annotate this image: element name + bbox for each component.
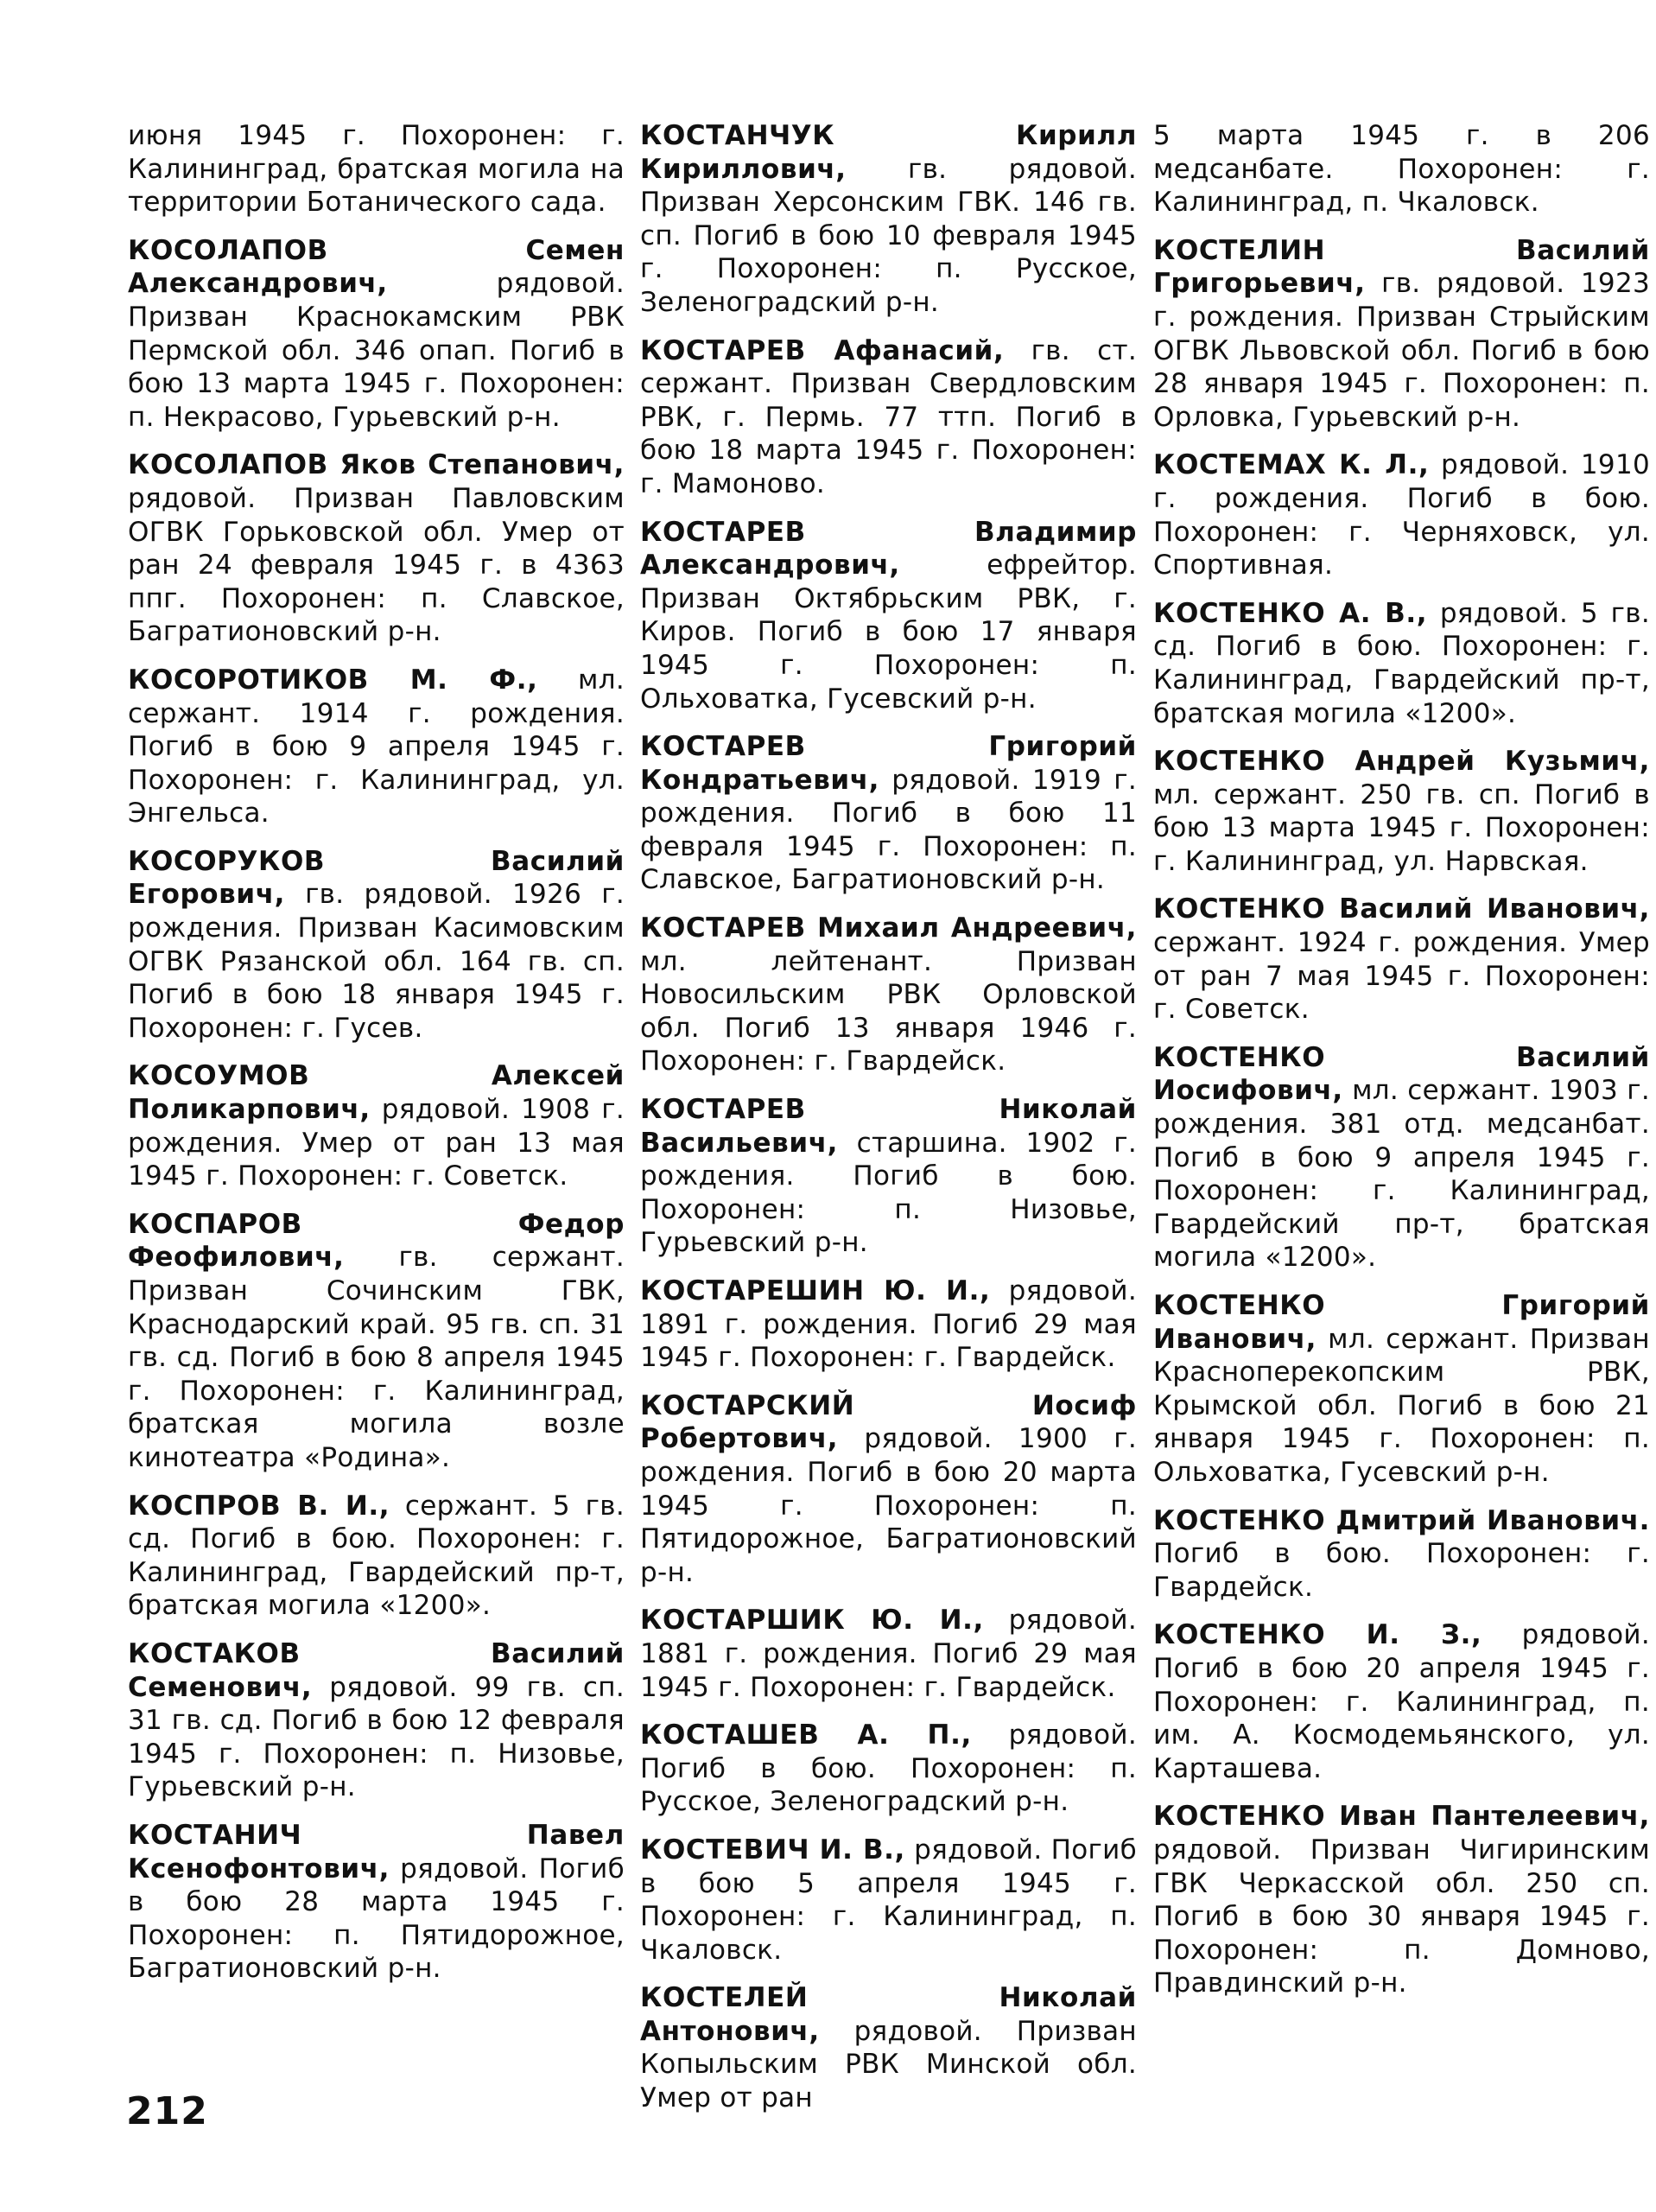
entry-name: КОСТАРЕВ Михаил Андреевич, (640, 912, 1137, 944)
entry-text: рядовой. 1919 г. рождения. Погиб в бою 11 февраля 1945 г. Похоронен: п. Славское, Багратионовский р-н. (640, 764, 1137, 896)
entry-name: КОСТАШЕВ А. П., (640, 1719, 972, 1751)
entry-text: мл. сержант. 250 гв. сп. Погиб в бою 13 марта 1945 г. Похоронен: г. Калининград, ул. Нарвская. (1153, 779, 1650, 877)
entry-name: КОСТЕНКО Василий Иосифович, (1153, 1041, 1650, 1107)
entry (640, 1981, 1137, 2114)
entry-text: рядовой. 1900 г. рождения. Погиб в бою 20 марта 1945 г. Похоронен: п. Пятидорожное, Багратионовский р-н. (640, 1423, 1137, 1588)
entry-name: КОСТАРЕВ Григорий Кондратьевич, (640, 731, 1137, 796)
entry (1153, 1041, 1650, 1274)
entry-name: КОСТАРЕВ Николай Васильевич, (640, 1094, 1137, 1159)
entry-text: рядовой. Призван Чигиринским ГВК Черкасской обл. 250 сп. Погиб в бою 30 января 1945 г. Похоронен: п. Домново, Правдинский р-н. (1153, 1834, 1650, 1999)
entry (128, 1490, 625, 1623)
entry (1153, 745, 1650, 878)
entry-name: КОСТЕВИЧ И. В., (640, 1834, 905, 1866)
entry-name: КОСТАРЕШИН Ю. И., (640, 1275, 991, 1306)
entry-text: рядовой. 1908 г. рождения. Умер от ран 13 мая 1945 г. Похоронен: г. Советск. (128, 1094, 625, 1192)
entry-text: рядовой. Погиб в бою 28 марта 1945 г. Похоронен: п. Пятидорожное, Багратионовский р-н. (128, 1853, 625, 1985)
entry-name: КОСТАРЕВ Афанасий, (640, 334, 1005, 366)
entry-name: КОСТАРШИК Ю. И., (640, 1605, 984, 1637)
entry-name: КОСОРУКОВ Василий Егорович, (128, 845, 625, 911)
entry-name: КОСТЕНКО И. З., (1153, 1619, 1482, 1651)
entry-text: мл. сержант. Призван Краснoперекопским РВК, Крымской обл. Погиб в бою 21 января 1945 г. Похоронен: п. Ольховатка, Гусевский р-н. (1153, 1323, 1650, 1488)
entry-text: старшина. 1902 г. рождения. Погиб в бою. Похоронен: п. Низовье, Гурьевский р-н. (640, 1127, 1137, 1259)
entry-text: мл. сержант. 1903 г. рождения. 381 отд. медсанбат. Погиб в бою 9 апреля 1945 г. Похоронен: г. Калининград, Гвардейский пр-т, братская могила «1200». (1153, 1075, 1650, 1274)
entry-text: рядовой. 5 гв. сд. Погиб в бою. Похоронен: г. Калининград, Гвардейский пр-т, братская могила «1200». (1153, 597, 1650, 729)
entry (640, 1719, 1137, 1819)
entry (640, 1274, 1137, 1375)
entry-text: рядовой. Призван Краснокамским РВК Пермской обл. 346 опап. Погиб в бою 13 марта 1945 г. Похоронен: п. Некрасово, Гурьевский р-н. (128, 268, 625, 433)
entry (1153, 1800, 1650, 2000)
entry-name: КОСТАРСКИЙ Иосиф Робертович, (640, 1389, 1137, 1455)
entry-name: КОСТЕНКО Василий Иванович, (1153, 893, 1650, 925)
entry-text: рядовой. Погиб в бою 20 апреля 1945 г. Похоронен: г. Калининград, п. им. А. Космодемьянского, ул. Карташева. (1153, 1619, 1650, 1784)
entry-text: ефрейтор. Призван Октябрьским РВК, г. Киров. Погиб в бою 17 января 1945 г. Похоронен: п. Ольховатка, Гусевский р-н. (640, 550, 1137, 715)
entry-text: гв. рядовой. Призван Херсонским ГВК. 146 гв. сп. Погиб в бою 10 февраля 1945 г. Похоронен: п. Русское, Зеленоградский р-н. (640, 153, 1137, 318)
entry-name: КОСПРОВ В. И., (128, 1490, 390, 1522)
entry-text: мл. сержант. 1914 г. рождения. Погиб в бою 9 апреля 1945 г. Похоронен: г. Калининград, ул. Энгельса. (128, 664, 625, 830)
entry (1153, 1618, 1650, 1785)
entry-text: гв. ст. сержант. Призван Свердловским РВК, г. Пермь. 77 ттп. Погиб в бою 18 марта 1945 г. Похоронен: г. Мамоново. (640, 334, 1137, 499)
entry-text: рядовой. Призван Павловским ОГВК Горьковской обл. Умер от ран 24 февраля 1945 г. в 4363 ппг. Похоронен: п. Славское, Багратионовский р-н. (128, 482, 625, 648)
entry (640, 119, 1137, 320)
entry-text: гв. сержант. Призван Сочинским ГВК, Краснодарский край. 95 гв. сп. 31 гв. сд. Погиб в бою 8 апреля 1945 г. Похоронен: г. Калининград, братская могила возле кинотеатра «Родина». (128, 1242, 625, 1473)
entry-name: КОСТАНЧУК Кирилл Кириллович, (640, 120, 1137, 185)
entry (1153, 1289, 1650, 1490)
entry-text: рядовой. Призван Копыльским РВК Минской обл. Умер от ран (640, 2015, 1137, 2114)
entry-name: КОСТАНИЧ Павел Ксенофонтович, (128, 1819, 625, 1885)
entry (128, 448, 625, 649)
entry-name: КОСТАКОВ Василий Семенович, (128, 1637, 625, 1703)
entry-text: рядовой. 1881 г. рождения. Погиб 29 мая 1945 г. Похоронен: г. Гвардейск. (640, 1605, 1137, 1703)
entry-name: КОСТЕНКО Дмитрий Иванович. (1153, 1504, 1650, 1536)
entry (1153, 1504, 1650, 1605)
entry (640, 1604, 1137, 1704)
entry (1153, 893, 1650, 1026)
entry (640, 516, 1137, 716)
entry (128, 845, 625, 1046)
entry (640, 912, 1137, 1078)
entry-text: мл. лейтенант. Призван Новосильским РВК Орловской обл. Погиб 13 января 1946 г. Похоронен: г. Гвардейск. (640, 945, 1137, 1077)
entry (1153, 119, 1650, 219)
entry-text: рядовой. 1891 г. рождения. Погиб 29 мая 1945 г. Похоронен: г. Гвардейск. (640, 1275, 1137, 1374)
entry-text: гв. рядовой. 1926 г. рождения. Призван Касимовским ОГВК Рязанской обл. 164 гв. сп. Погиб в бою 18 января 1945 г. Похоронен: г. Гусев. (128, 879, 625, 1044)
entry (128, 1059, 625, 1192)
entry (128, 1208, 625, 1475)
entry-name: КОСОУМОВ Алексей Поликарпович, (128, 1060, 625, 1126)
entry (640, 334, 1137, 501)
text-column-3 (1153, 119, 1650, 2015)
entry-name: КОСТЕМАХ К. Л., (1153, 449, 1430, 481)
entry (640, 1093, 1137, 1260)
entry (1153, 234, 1650, 435)
entry (1153, 448, 1650, 582)
page-number: 212 (126, 2089, 208, 2133)
text-column-2 (640, 119, 1137, 2130)
entry-text: гв. рядовой. 1923 г. рождения. Призван Стрыйским ОГВК Львовской обл. Погиб в бою 28 января 1945 г. Похоронен: п. Орловка, Гурьевский р-н. (1153, 268, 1650, 433)
entry-name: КОСТАРЕВ Владимир Александрович, (640, 516, 1137, 582)
entry (1153, 597, 1650, 730)
entry-text: рядовой. 1910 г. рождения. Погиб в бою. Похоронен: г. Черняховск, ул. Спортивная. (1153, 449, 1650, 582)
entry-text: июня 1945 г. Похоронен: г. Калининград, братская могила на территории Ботанического сада. (128, 120, 625, 219)
entry-name: КОСТЕНКО А. В., (1153, 597, 1428, 629)
entry (128, 1819, 625, 1986)
entry-text: сержант. 5 гв. сд. Погиб в бою. Похоронен: г. Калининград, Гвардейский пр-т, братская могила «1200». (128, 1490, 625, 1622)
entry-text: сержант. 1924 г. рождения. Умер от ран 7 мая 1945 г. Похоронен: г. Советск. (1153, 927, 1650, 1026)
entry (640, 730, 1137, 897)
entry (128, 234, 625, 435)
text-column-1 (128, 119, 625, 2000)
entry-name: КОСТЕНКО Григорий Иванович, (1153, 1290, 1650, 1355)
entry (128, 664, 625, 830)
entry-name: КОСПАРОВ Федор Феофилович, (128, 1208, 625, 1274)
entry-text: рядовой. Погиб в бою 5 апреля 1945 г. Похоронен: г. Калининград, п. Чкаловск. (640, 1834, 1137, 1966)
entry-text: Погиб в бою. Похоронен: г. Гвардейск. (1153, 1538, 1650, 1603)
entry (128, 119, 625, 219)
entry-text: 5 марта 1945 г. в 206 медсанбате. Похоронен: г. Калининград, п. Чкаловск. (1153, 120, 1650, 219)
entry-name: КОСТЕНКО Иван Пантелеевич, (1153, 1801, 1650, 1833)
entry (128, 1637, 625, 1804)
entry-text: рядовой. Погиб в бою. Похоронен: п. Русское, Зеленоградский р-н. (640, 1719, 1137, 1818)
entry-name: КОСТЕЛИН Василий Григорьевич, (1153, 234, 1650, 300)
entry (640, 1389, 1137, 1590)
entry-name: КОСОЛАПОВ Яков Степанович, (128, 449, 625, 481)
entry-name: КОСТЕНКО Андрей Кузьмич, (1153, 746, 1650, 778)
entry-text: рядовой. 99 гв. сп. 31 гв. сд. Погиб в бою 12 февраля 1945 г. Похоронен: п. Низовье, Гурьевский р-н. (128, 1671, 625, 1803)
entry-name: КОСОРОТИКОВ М. Ф., (128, 664, 538, 696)
entry-name: КОСОЛАПОВ Семен Александрович, (128, 234, 625, 300)
entry-name: КОСТЕЛЕЙ Николай Антонович, (640, 1982, 1137, 2047)
entry (640, 1834, 1137, 1967)
